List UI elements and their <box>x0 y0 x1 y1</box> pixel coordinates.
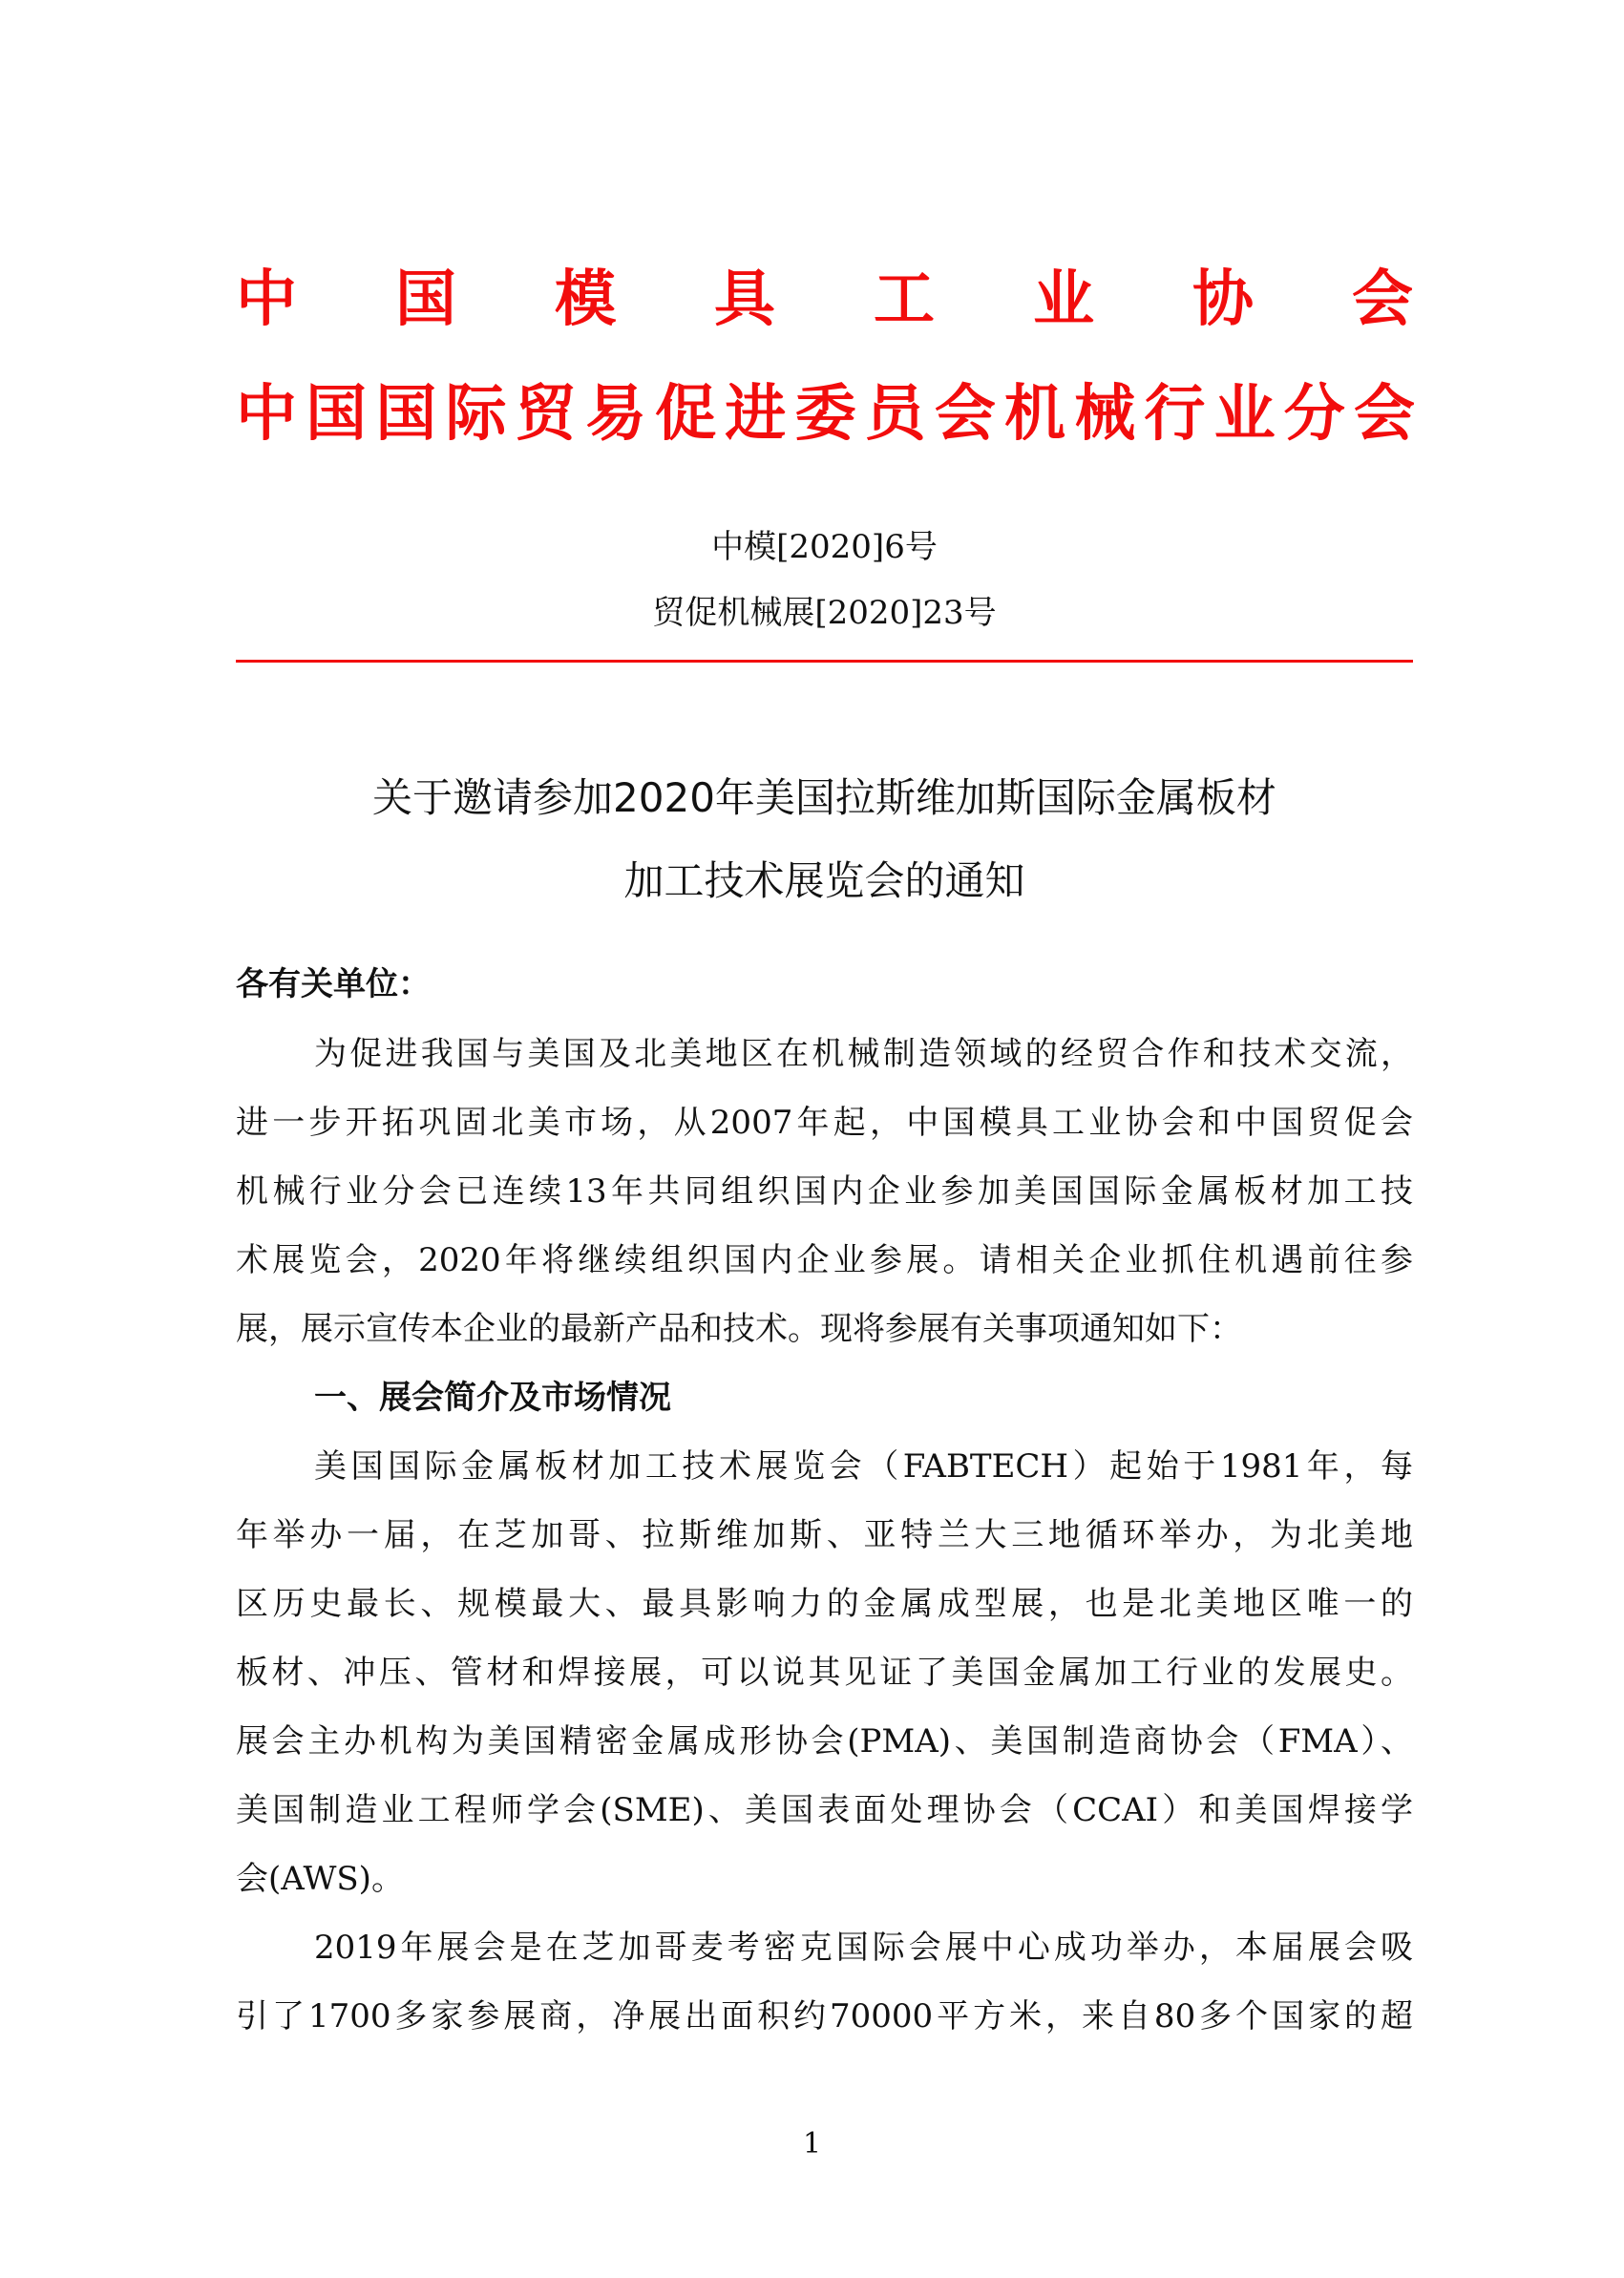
letterhead-char: 会 <box>1352 264 1413 335</box>
letterhead-char: 工 <box>874 264 935 335</box>
paragraph-line: 年举办一届，在芝加哥、拉斯维加斯、亚特兰大三地循环举办，为北美地 <box>236 1516 1413 1554</box>
letterhead-char: 模 <box>555 264 616 335</box>
paragraph-line: 会(AWS)。 <box>236 1860 404 1898</box>
letterhead-org-2: 中国国际贸易促进委员会机械行业分会 <box>236 378 1413 450</box>
salutation: 各有关单位： <box>236 965 431 1003</box>
letterhead-char: 中 <box>236 264 297 335</box>
paragraph-line: 进一步开拓巩固北美市场，从2007年起，中国模具工业协会和中国贸促会 <box>236 1104 1413 1142</box>
red-divider <box>236 660 1413 663</box>
title-line-2: 加工技术展览会的通知 <box>623 857 1025 904</box>
paragraph-line: 美国国际金属板材加工技术展览会（FABTECH）起始于1981年，每 <box>314 1447 1413 1486</box>
letterhead-char: 国 <box>395 264 456 335</box>
paragraph-line: 为促进我国与美国及北美地区在机械制造领域的经贸合作和技术交流， <box>314 1035 1413 1073</box>
paragraph-line: 展会主办机构为美国精密金属成形协会(PMA)、美国制造商协会（FMA）、 <box>236 1722 1413 1761</box>
paragraph-line: 机械行业分会已连续13年共同组织国内企业参加美国国际金属板材加工技 <box>236 1172 1413 1211</box>
letterhead-char: 业 <box>1033 264 1094 335</box>
paragraph-line: 美国制造业工程师学会(SME)、美国表面处理协会（CCAI）和美国焊接学 <box>236 1791 1413 1829</box>
letterhead-char: 协 <box>1192 264 1254 335</box>
paragraph-line: 2019年展会是在芝加哥麦考密克国际会展中心成功举办，本届展会吸 <box>314 1929 1413 1967</box>
paragraph-line: 板材、冲压、管材和焊接展，可以说其见证了美国金属加工行业的发展史。 <box>236 1654 1413 1692</box>
paragraph-line: 展，展示宣传本企业的最新产品和技术。现将参展有关事项通知如下： <box>236 1310 1242 1348</box>
paragraph-line: 区历史最长、规模最大、最具影响力的金属成型展，也是北美地区唯一的 <box>236 1585 1413 1623</box>
title-line-1: 关于邀请参加2020年美国拉斯维加斯国际金属板材 <box>372 774 1276 821</box>
page-number: 1 <box>802 2127 822 2161</box>
document-number-2: 贸促机械展[2020]23号 <box>652 594 997 632</box>
document-number-1: 中模[2020]6号 <box>711 528 938 566</box>
section-heading: 一、展会简介及市场情况 <box>314 1379 671 1417</box>
letterhead-org-1 <box>236 265 1413 334</box>
paragraph-line: 术展览会，2020年将继续组织国内企业参展。请相关企业抓住机遇前往参 <box>236 1241 1413 1279</box>
paragraph-line: 引了1700多家参展商，净展出面积约70000平方米，来自80多个国家的超 <box>236 1997 1413 2035</box>
letterhead-char: 具 <box>714 264 775 335</box>
